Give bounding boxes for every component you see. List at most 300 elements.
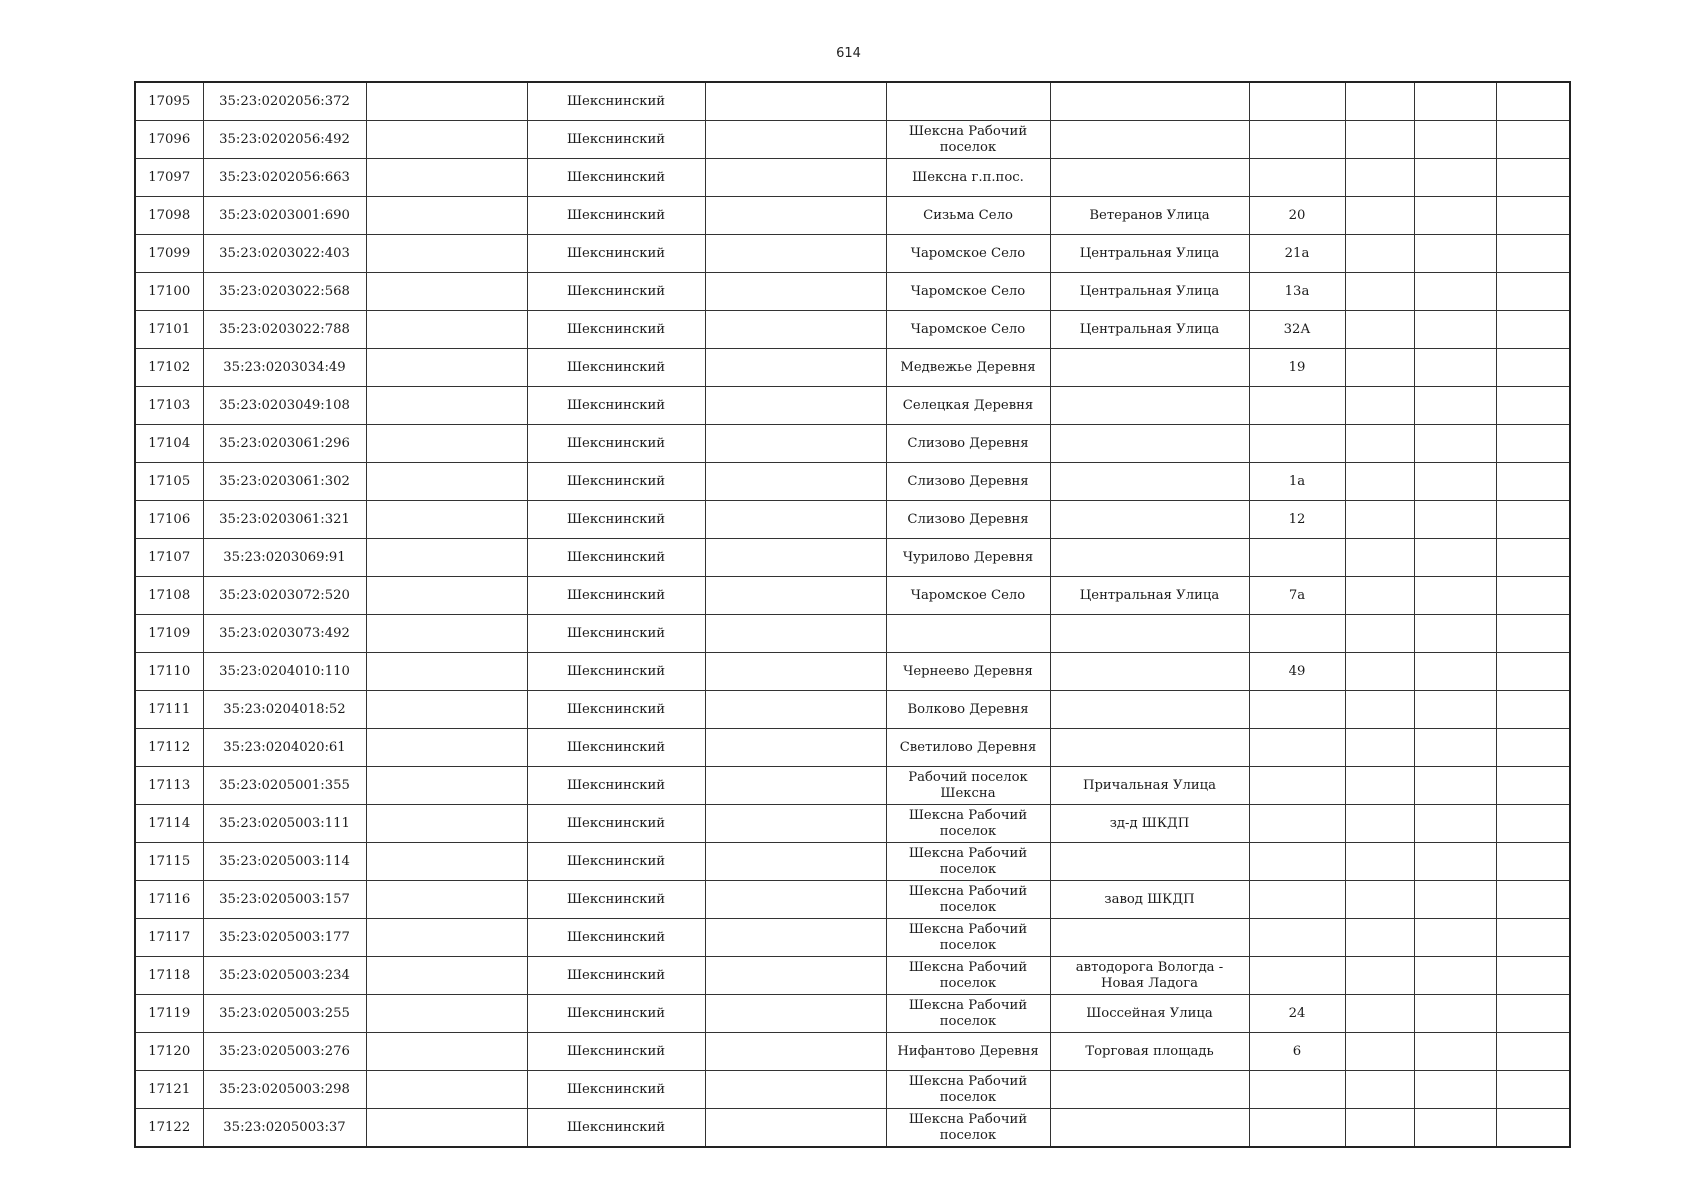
empty-cell [705, 387, 886, 425]
empty-cell [1496, 653, 1570, 691]
empty-cell [1496, 539, 1570, 577]
empty-cell [705, 159, 886, 197]
house-number-cell [1249, 805, 1345, 843]
empty-cell [1414, 463, 1496, 501]
house-number-cell [1249, 1109, 1345, 1148]
empty-cell [366, 691, 527, 729]
house-number-cell [1249, 957, 1345, 995]
empty-cell [366, 881, 527, 919]
empty-cell [1414, 82, 1496, 121]
street-cell [1050, 1071, 1249, 1109]
house-number-cell [1249, 767, 1345, 805]
empty-cell [1496, 805, 1570, 843]
district-cell: Шекснинский [527, 539, 705, 577]
row-number-cell: 17118 [135, 957, 203, 995]
empty-cell [366, 919, 527, 957]
locality-cell: Нифантово Деревня [886, 1033, 1050, 1071]
empty-cell [366, 843, 527, 881]
empty-cell [705, 197, 886, 235]
locality-cell: Светилово Деревня [886, 729, 1050, 767]
locality-cell: Шексна Рабочий поселок [886, 919, 1050, 957]
empty-cell [1496, 273, 1570, 311]
empty-cell [705, 501, 886, 539]
row-number-cell: 17120 [135, 1033, 203, 1071]
empty-cell [705, 1109, 886, 1148]
row-number-cell: 17106 [135, 501, 203, 539]
locality-cell: Чаромское Село [886, 273, 1050, 311]
cadastral-number-cell: 35:23:0203001:690 [203, 197, 366, 235]
empty-cell [1414, 387, 1496, 425]
district-cell: Шекснинский [527, 1109, 705, 1148]
row-number-cell: 17117 [135, 919, 203, 957]
house-number-cell [1249, 159, 1345, 197]
empty-cell [1345, 311, 1414, 349]
house-number-cell: 32А [1249, 311, 1345, 349]
empty-cell [366, 995, 527, 1033]
street-cell: Центральная Улица [1050, 311, 1249, 349]
table-row [135, 1109, 1570, 1148]
empty-cell [1496, 159, 1570, 197]
empty-cell [1345, 691, 1414, 729]
empty-cell [705, 121, 886, 159]
empty-cell [1414, 273, 1496, 311]
empty-cell [366, 463, 527, 501]
row-number-cell: 17115 [135, 843, 203, 881]
empty-cell [1496, 235, 1570, 273]
table-row [135, 995, 1570, 1033]
cadastral-number-cell: 35:23:0205003:177 [203, 919, 366, 957]
empty-cell [705, 235, 886, 273]
house-number-cell [1249, 539, 1345, 577]
empty-cell [705, 425, 886, 463]
street-cell [1050, 653, 1249, 691]
table-row [135, 615, 1570, 653]
empty-cell [1414, 311, 1496, 349]
row-number-cell: 17111 [135, 691, 203, 729]
empty-cell [366, 82, 527, 121]
empty-cell [1496, 463, 1570, 501]
locality-cell: Медвежье Деревня [886, 349, 1050, 387]
table-row [135, 843, 1570, 881]
table-row [135, 425, 1570, 463]
empty-cell [1345, 653, 1414, 691]
locality-cell: Шексна Рабочий поселок [886, 957, 1050, 995]
row-number-cell: 17116 [135, 881, 203, 919]
cadastral-number-cell: 35:23:0203061:296 [203, 425, 366, 463]
empty-cell [1345, 995, 1414, 1033]
locality-cell: Чаромское Село [886, 235, 1050, 273]
empty-cell [1496, 1109, 1570, 1148]
street-cell [1050, 919, 1249, 957]
street-cell: Ветеранов Улица [1050, 197, 1249, 235]
street-cell [1050, 501, 1249, 539]
district-cell: Шекснинский [527, 767, 705, 805]
empty-cell [366, 577, 527, 615]
empty-cell [705, 615, 886, 653]
page-number: 614 [836, 46, 861, 61]
empty-cell [1345, 463, 1414, 501]
table-row [135, 387, 1570, 425]
street-cell [1050, 121, 1249, 159]
table-row [135, 881, 1570, 919]
table-row [135, 577, 1570, 615]
empty-cell [1496, 577, 1570, 615]
empty-cell [1414, 121, 1496, 159]
district-cell: Шекснинский [527, 805, 705, 843]
house-number-cell: 24 [1249, 995, 1345, 1033]
table-row [135, 691, 1570, 729]
cadastral-number-cell: 35:23:0204010:110 [203, 653, 366, 691]
house-number-cell [1249, 691, 1345, 729]
locality-cell: Шексна Рабочий поселок [886, 881, 1050, 919]
empty-cell [705, 957, 886, 995]
empty-cell [366, 121, 527, 159]
district-cell: Шекснинский [527, 919, 705, 957]
empty-cell [1414, 995, 1496, 1033]
table-body [135, 82, 1570, 1147]
empty-cell [1345, 159, 1414, 197]
empty-cell [366, 387, 527, 425]
cadastral-number-cell: 35:23:0205003:111 [203, 805, 366, 843]
street-cell [1050, 615, 1249, 653]
locality-cell: Чаромское Село [886, 577, 1050, 615]
row-number-cell: 17107 [135, 539, 203, 577]
street-cell [1050, 349, 1249, 387]
empty-cell [1345, 1033, 1414, 1071]
table-row [135, 463, 1570, 501]
district-cell: Шекснинский [527, 1071, 705, 1109]
empty-cell [705, 1071, 886, 1109]
district-cell: Шекснинский [527, 387, 705, 425]
empty-cell [1345, 121, 1414, 159]
table-row [135, 539, 1570, 577]
row-number-cell: 17121 [135, 1071, 203, 1109]
empty-cell [1414, 1071, 1496, 1109]
table-row [135, 159, 1570, 197]
empty-cell [705, 843, 886, 881]
empty-cell [366, 197, 527, 235]
cadastral-number-cell: 35:23:0205003:114 [203, 843, 366, 881]
empty-cell [1414, 691, 1496, 729]
empty-cell [1345, 235, 1414, 273]
table-row [135, 501, 1570, 539]
street-cell [1050, 691, 1249, 729]
cadastral-number-cell: 35:23:0204018:52 [203, 691, 366, 729]
empty-cell [1414, 843, 1496, 881]
table-row [135, 311, 1570, 349]
cadastral-number-cell: 35:23:0205003:298 [203, 1071, 366, 1109]
table-row [135, 349, 1570, 387]
empty-cell [1414, 159, 1496, 197]
empty-cell [366, 1033, 527, 1071]
district-cell: Шекснинский [527, 577, 705, 615]
table-row [135, 1071, 1570, 1109]
empty-cell [1496, 843, 1570, 881]
cadastral-number-cell: 35:23:0205003:157 [203, 881, 366, 919]
empty-cell [1414, 881, 1496, 919]
district-cell: Шекснинский [527, 691, 705, 729]
table-row [135, 273, 1570, 311]
street-cell: зд-д ШКДП [1050, 805, 1249, 843]
house-number-cell [1249, 387, 1345, 425]
district-cell: Шекснинский [527, 729, 705, 767]
empty-cell [1496, 691, 1570, 729]
empty-cell [1345, 425, 1414, 463]
empty-cell [366, 349, 527, 387]
house-number-cell [1249, 121, 1345, 159]
street-cell [1050, 82, 1249, 121]
empty-cell [705, 82, 886, 121]
empty-cell [1496, 919, 1570, 957]
empty-cell [1345, 767, 1414, 805]
locality-cell: Рабочий поселок Шексна [886, 767, 1050, 805]
district-cell: Шекснинский [527, 197, 705, 235]
table-row [135, 919, 1570, 957]
table-row [135, 805, 1570, 843]
empty-cell [1496, 349, 1570, 387]
house-number-cell: 13а [1249, 273, 1345, 311]
district-cell: Шекснинский [527, 957, 705, 995]
locality-cell: Слизово Деревня [886, 463, 1050, 501]
locality-cell: Чаромское Село [886, 311, 1050, 349]
table-row [135, 1033, 1570, 1071]
row-number-cell: 17112 [135, 729, 203, 767]
empty-cell [1496, 501, 1570, 539]
empty-cell [1496, 1033, 1570, 1071]
locality-cell: Слизово Деревня [886, 425, 1050, 463]
street-cell [1050, 729, 1249, 767]
empty-cell [1345, 919, 1414, 957]
table-row [135, 957, 1570, 995]
row-number-cell: 17108 [135, 577, 203, 615]
empty-cell [1414, 653, 1496, 691]
street-cell: Центральная Улица [1050, 273, 1249, 311]
empty-cell [366, 501, 527, 539]
empty-cell [366, 653, 527, 691]
empty-cell [1496, 729, 1570, 767]
street-cell: завод ШКДП [1050, 881, 1249, 919]
locality-cell: Волково Деревня [886, 691, 1050, 729]
cadastral-number-cell: 35:23:0203022:568 [203, 273, 366, 311]
empty-cell [1496, 957, 1570, 995]
house-number-cell: 12 [1249, 501, 1345, 539]
house-number-cell [1249, 82, 1345, 121]
empty-cell [1496, 387, 1570, 425]
cadastral-number-cell: 35:23:0203061:302 [203, 463, 366, 501]
empty-cell [705, 767, 886, 805]
street-cell: Шоссейная Улица [1050, 995, 1249, 1033]
empty-cell [1345, 273, 1414, 311]
empty-cell [705, 273, 886, 311]
house-number-cell [1249, 843, 1345, 881]
cadastral-number-cell: 35:23:0205003:276 [203, 1033, 366, 1071]
street-cell: автодорога Вологда - Новая Ладога [1050, 957, 1249, 995]
cadastral-number-cell: 35:23:0203073:492 [203, 615, 366, 653]
empty-cell [705, 349, 886, 387]
empty-cell [366, 1071, 527, 1109]
row-number-cell: 17096 [135, 121, 203, 159]
locality-cell: Шексна Рабочий поселок [886, 121, 1050, 159]
cadastral-number-cell: 35:23:0202056:372 [203, 82, 366, 121]
locality-cell [886, 615, 1050, 653]
empty-cell [705, 881, 886, 919]
district-cell: Шекснинский [527, 1033, 705, 1071]
table-row [135, 82, 1570, 121]
street-cell [1050, 463, 1249, 501]
empty-cell [705, 805, 886, 843]
table-row [135, 235, 1570, 273]
street-cell [1050, 1109, 1249, 1148]
empty-cell [1345, 197, 1414, 235]
empty-cell [705, 995, 886, 1033]
empty-cell [1345, 805, 1414, 843]
empty-cell [1496, 995, 1570, 1033]
empty-cell [705, 1033, 886, 1071]
row-number-cell: 17105 [135, 463, 203, 501]
empty-cell [1345, 957, 1414, 995]
street-cell: Торговая площадь [1050, 1033, 1249, 1071]
row-number-cell: 17097 [135, 159, 203, 197]
cadastral-number-cell: 35:23:0203022:788 [203, 311, 366, 349]
locality-cell: Слизово Деревня [886, 501, 1050, 539]
locality-cell: Шексна Рабочий поселок [886, 1071, 1050, 1109]
street-cell [1050, 843, 1249, 881]
locality-cell: Шексна Рабочий поселок [886, 805, 1050, 843]
house-number-cell: 20 [1249, 197, 1345, 235]
locality-cell: Чернеево Деревня [886, 653, 1050, 691]
empty-cell [366, 729, 527, 767]
district-cell: Шекснинский [527, 615, 705, 653]
empty-cell [1496, 121, 1570, 159]
locality-cell: Шексна Рабочий поселок [886, 843, 1050, 881]
empty-cell [1414, 577, 1496, 615]
locality-cell: Селецкая Деревня [886, 387, 1050, 425]
cadastral-number-cell: 35:23:0203034:49 [203, 349, 366, 387]
empty-cell [1345, 615, 1414, 653]
locality-cell [886, 82, 1050, 121]
row-number-cell: 17101 [135, 311, 203, 349]
table-row [135, 767, 1570, 805]
empty-cell [705, 919, 886, 957]
empty-cell [1414, 235, 1496, 273]
empty-cell [1496, 767, 1570, 805]
cadastral-number-cell: 35:23:0205003:234 [203, 957, 366, 995]
district-cell: Шекснинский [527, 311, 705, 349]
locality-cell: Шексна Рабочий поселок [886, 1109, 1050, 1148]
house-number-cell [1249, 919, 1345, 957]
house-number-cell [1249, 881, 1345, 919]
empty-cell [1414, 615, 1496, 653]
district-cell: Шекснинский [527, 82, 705, 121]
house-number-cell [1249, 729, 1345, 767]
row-number-cell: 17110 [135, 653, 203, 691]
row-number-cell: 17113 [135, 767, 203, 805]
district-cell: Шекснинский [527, 843, 705, 881]
cadastral-number-cell: 35:23:0205001:355 [203, 767, 366, 805]
cadastral-number-cell: 35:23:0205003:255 [203, 995, 366, 1033]
empty-cell [1345, 577, 1414, 615]
empty-cell [1414, 501, 1496, 539]
row-number-cell: 17104 [135, 425, 203, 463]
street-cell [1050, 425, 1249, 463]
table-row [135, 653, 1570, 691]
locality-cell: Шексна г.п.пос. [886, 159, 1050, 197]
empty-cell [1414, 539, 1496, 577]
cadastral-number-cell: 35:23:0203022:403 [203, 235, 366, 273]
district-cell: Шекснинский [527, 425, 705, 463]
empty-cell [1345, 82, 1414, 121]
row-number-cell: 17098 [135, 197, 203, 235]
locality-cell: Шексна Рабочий поселок [886, 995, 1050, 1033]
empty-cell [705, 691, 886, 729]
empty-cell [366, 159, 527, 197]
locality-cell: Сизьма Село [886, 197, 1050, 235]
empty-cell [366, 615, 527, 653]
empty-cell [1345, 539, 1414, 577]
empty-cell [1496, 311, 1570, 349]
street-cell [1050, 387, 1249, 425]
row-number-cell: 17103 [135, 387, 203, 425]
row-number-cell: 17095 [135, 82, 203, 121]
house-number-cell [1249, 615, 1345, 653]
street-cell [1050, 159, 1249, 197]
district-cell: Шекснинский [527, 995, 705, 1033]
empty-cell [366, 957, 527, 995]
empty-cell [1345, 1109, 1414, 1148]
cadastral-number-cell: 35:23:0203072:520 [203, 577, 366, 615]
row-number-cell: 17114 [135, 805, 203, 843]
empty-cell [1414, 349, 1496, 387]
house-number-cell: 49 [1249, 653, 1345, 691]
district-cell: Шекснинский [527, 273, 705, 311]
house-number-cell: 7а [1249, 577, 1345, 615]
empty-cell [1496, 1071, 1570, 1109]
row-number-cell: 17099 [135, 235, 203, 273]
empty-cell [1496, 82, 1570, 121]
empty-cell [1345, 881, 1414, 919]
street-cell: Центральная Улица [1050, 235, 1249, 273]
empty-cell [1414, 957, 1496, 995]
empty-cell [1414, 1033, 1496, 1071]
house-number-cell [1249, 1071, 1345, 1109]
empty-cell [366, 235, 527, 273]
district-cell: Шекснинский [527, 159, 705, 197]
empty-cell [1345, 387, 1414, 425]
district-cell: Шекснинский [527, 349, 705, 387]
street-cell: Причальная Улица [1050, 767, 1249, 805]
cadastral-number-cell: 35:23:0202056:663 [203, 159, 366, 197]
empty-cell [1414, 805, 1496, 843]
row-number-cell: 17119 [135, 995, 203, 1033]
row-number-cell: 17109 [135, 615, 203, 653]
cadastral-number-cell: 35:23:0205003:37 [203, 1109, 366, 1148]
empty-cell [705, 653, 886, 691]
house-number-cell: 1а [1249, 463, 1345, 501]
cadastral-number-cell: 35:23:0204020:61 [203, 729, 366, 767]
district-cell: Шекснинский [527, 501, 705, 539]
empty-cell [366, 539, 527, 577]
cadastral-number-cell: 35:23:0203069:91 [203, 539, 366, 577]
table-row [135, 197, 1570, 235]
empty-cell [1414, 767, 1496, 805]
house-number-cell: 21а [1249, 235, 1345, 273]
empty-cell [705, 729, 886, 767]
locality-cell: Чурилово Деревня [886, 539, 1050, 577]
row-number-cell: 17100 [135, 273, 203, 311]
empty-cell [1414, 919, 1496, 957]
empty-cell [1345, 501, 1414, 539]
empty-cell [705, 311, 886, 349]
